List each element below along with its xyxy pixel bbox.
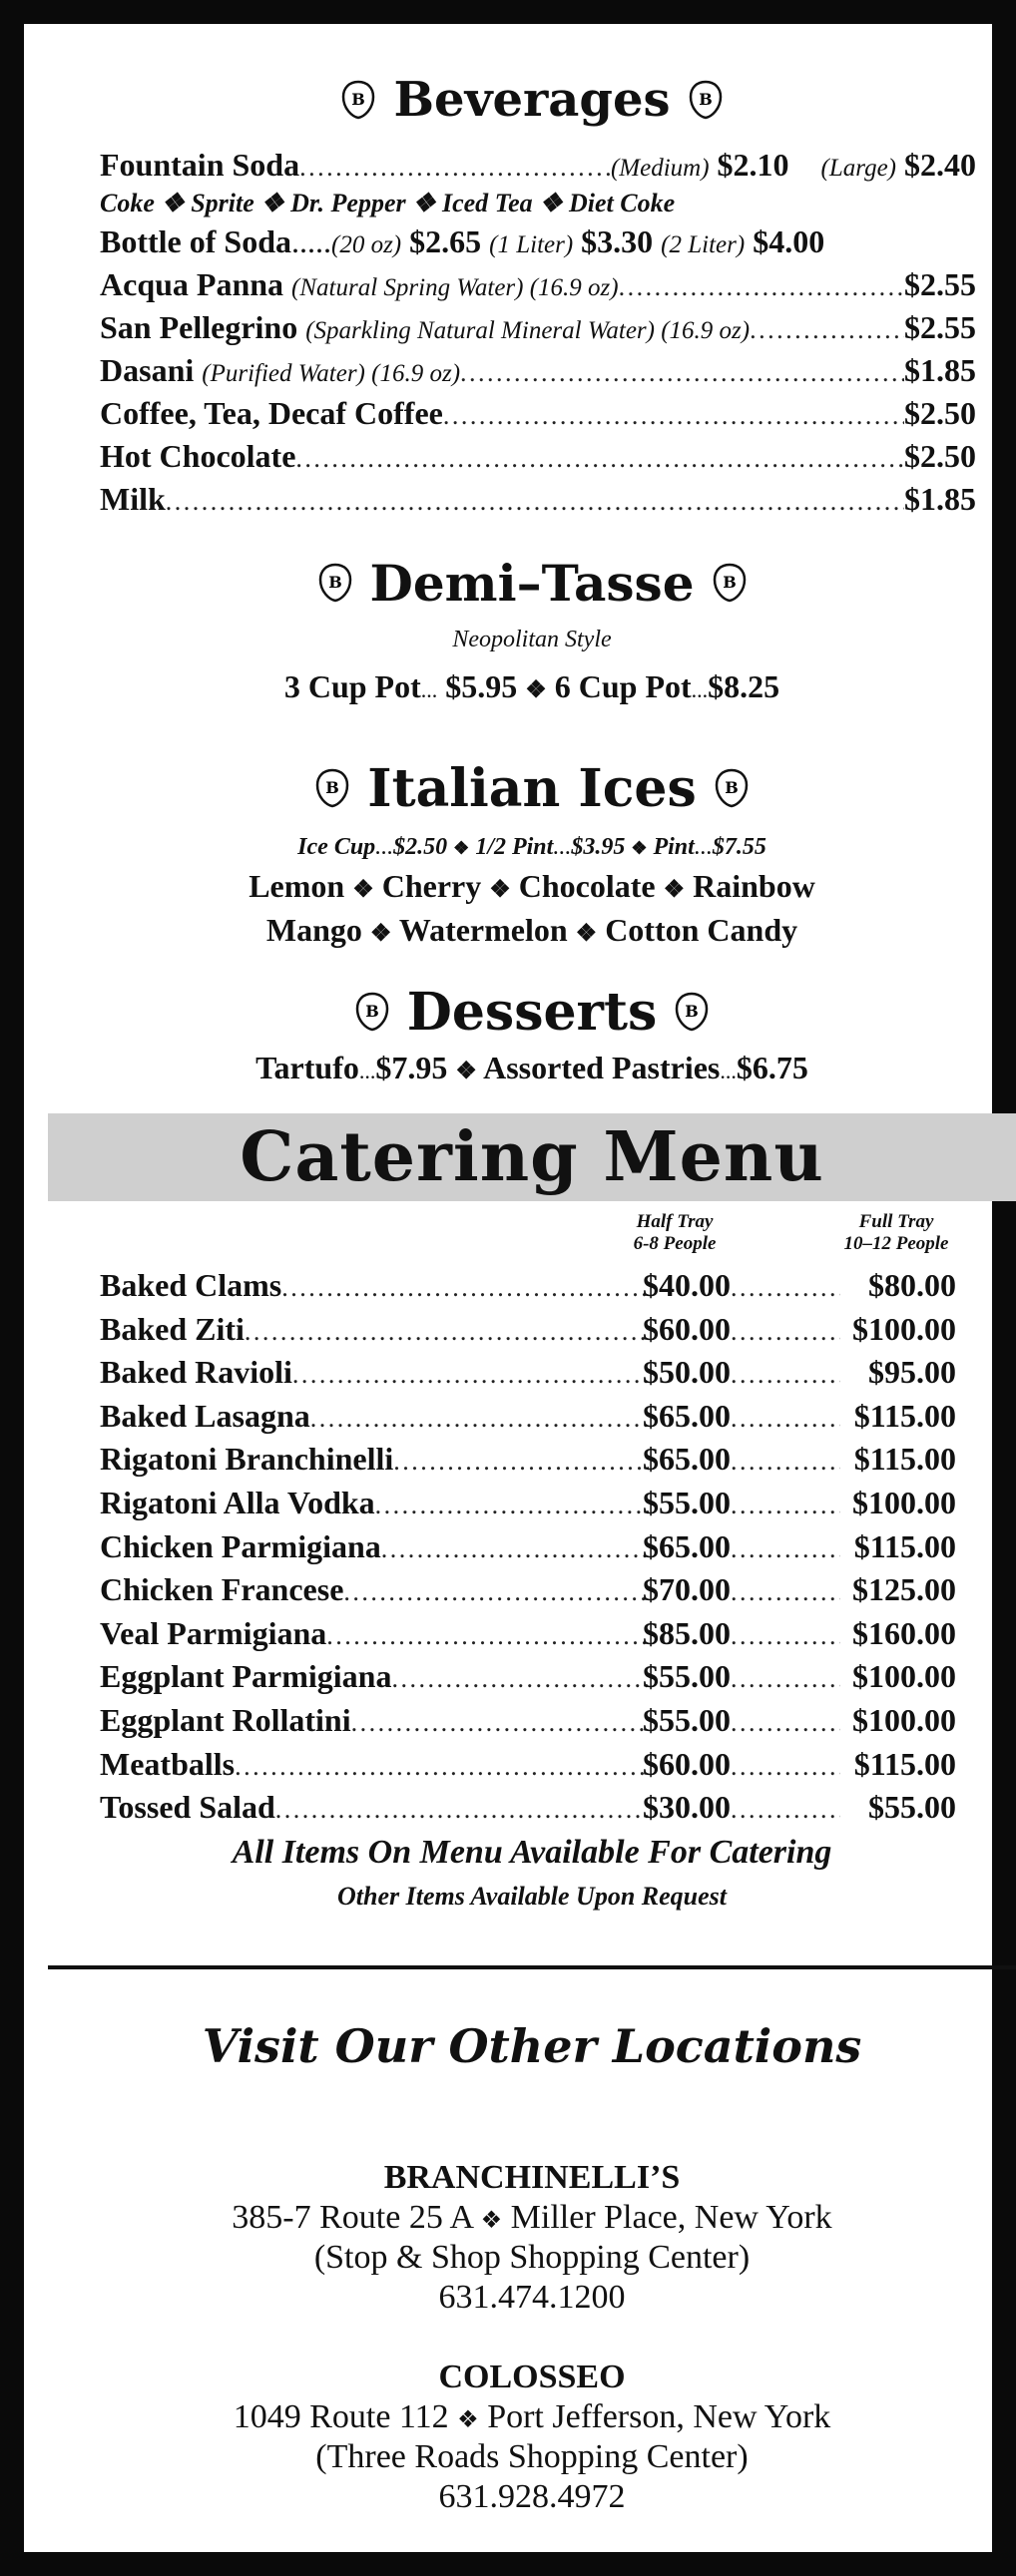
soda-flavors: Coke ❖ Sprite ❖ Dr. Pepper ❖ Iced Tea ❖ Diet Coke [100,189,676,217]
catering-full-price: $115.00 [853,1397,956,1434]
catering-half-price: $50.00 [643,1354,731,1391]
catering-full-price: $115.00 [853,1441,956,1478]
catering-half-price: $65.00 [643,1527,731,1564]
ices-sizes: Ice Cup...$2.50 ❖ 1/2 Pint...$3.95 ❖ Pint...$7.55 [297,834,766,860]
menu-item: Fountain Soda . . . (Medium) $2.10 (Large) $2.40 [48,144,1016,187]
catering-half-price: $55.00 [643,1702,731,1738]
desserts-prices: Tartufo...$7.95 ❖ Assorted Pastries...$6.75 [255,1050,808,1085]
catering-full-price: $100.00 [852,1485,956,1520]
catering-full-price: $55.00 [868,1789,956,1826]
menu-item: Hot Chocolate . . . $2.50 [48,435,1016,478]
catering-item-name: Baked Ravioli [100,1354,292,1391]
catering-row [48,1441,1016,1484]
svg-text:B: B [327,573,342,592]
location-phone[interactable]: 631.928.4972 [438,2478,626,2515]
catering-half-price: $30.00 [643,1789,731,1826]
catering-item-name: Tossed Salad [100,1789,275,1826]
location-center: (Three Roads Shopping Center) [315,2438,749,2475]
catering-full-price: $100.00 [852,1658,956,1695]
location-address: 1049 Route 112 ❖ Port Jefferson, New York [233,2398,831,2435]
catering-row [48,1485,1016,1527]
half-tray-header: Half Tray 6-8 People [633,1211,717,1254]
catering-full-price: $115.00 [853,1745,956,1782]
catering-half-price: $55.00 [643,1658,731,1695]
catering-item-name: Rigatoni Branchinelli [100,1441,394,1478]
menu-item: Milk . . . $1.85 [48,478,1016,521]
svg-text:B: B [724,778,739,797]
catering-half-price: $65.00 [643,1397,731,1434]
catering-row [48,1528,1016,1571]
section-divider [48,1965,1016,1969]
beverages-heading [48,70,1016,130]
location-center: (Stop & Shop Shopping Center) [313,2239,751,2276]
crest-icon [711,562,749,604]
ices-flavors-1: Lemon ❖ Cherry ❖ Chocolate ❖ Rainbow [249,868,815,904]
catering-half-price: $65.00 [643,1441,731,1478]
catering-full-price: $160.00 [852,1614,956,1651]
crest-icon [313,767,351,809]
catering-item-name: Meatballs [100,1745,236,1782]
catering-full-price: $80.00 [868,1267,956,1303]
svg-text:B: B [722,573,737,592]
crest-icon [353,991,391,1033]
catering-row [48,1354,1016,1397]
catering-full-price: $100.00 [852,1310,956,1347]
catering-title: Catering Menu [48,1113,1016,1201]
menu-item: Dasani (Purified Water) (16.9 oz) . . . $1.85 [48,349,1016,392]
menu-item: Bottle of Soda ..... (20 oz) $2.65 (1 Liter) $3.30 (2 Liter) $4.00 [100,223,825,259]
catering-item-name: Baked Clams [100,1267,282,1303]
catering-half-price: $55.00 [643,1485,731,1520]
catering-half-price: $85.00 [643,1614,731,1651]
location-name: COLOSSEO [438,2359,626,2395]
catering-full-price: $100.00 [852,1702,956,1738]
desserts-heading [48,982,1016,1042]
demitasse-prices: 3 Cup Pot... $5.95 ❖ 6 Cup Pot...$8.25 [283,668,780,704]
catering-row [48,1267,1016,1310]
crest-icon [339,79,377,121]
catering-note: All Items On Menu Available For Catering [232,1834,832,1871]
catering-item-name: Chicken Francese [100,1571,344,1608]
crest-icon [673,991,711,1033]
demitasse-subtitle: Neopolitan Style [452,627,612,652]
catering-column-headers [48,1211,1016,1265]
catering-row [48,1311,1016,1354]
catering-row [48,1398,1016,1441]
location-address: 385-7 Route 25 A ❖ Miller Place, New York [232,2199,832,2236]
catering-note-sub: Other Items Available Upon Request [337,1882,727,1911]
location-phone[interactable]: 631.474.1200 [438,2279,626,2316]
catering-item-name: Baked Ziti [100,1310,245,1347]
catering-row [48,1746,1016,1789]
crest-icon [687,79,725,121]
catering-item-name: Baked Lasagna [100,1397,310,1434]
catering-item-name: Rigatoni Alla Vodka [100,1485,375,1520]
catering-item-name: Chicken Parmigiana [100,1527,381,1564]
ices-flavors-2: Mango ❖ Watermelon ❖ Cotton Candy [265,912,798,948]
full-tray-header: Full Tray 10–12 People [843,1211,949,1254]
catering-full-price: $125.00 [852,1571,956,1608]
beverages-title: Beverages [393,72,671,128]
desserts-title: Desserts [406,981,658,1043]
catering-item-name: Veal Parmigiana [100,1614,327,1651]
svg-text:B: B [685,1002,700,1021]
locations-title: Visit Our Other Locations [202,2019,862,2073]
crest-icon [713,767,751,809]
catering-full-price: $115.00 [853,1527,956,1564]
catering-half-price: $70.00 [643,1571,731,1608]
crest-icon [316,562,354,604]
location-name: BRANCHINELLI’S [383,2159,681,2196]
demitasse-heading [48,553,1016,613]
catering-row [48,1789,1016,1832]
menu-item: Coffee, Tea, Decaf Coffee . . . $2.50 [48,392,1016,435]
catering-half-price: $40.00 [643,1267,731,1303]
catering-row [48,1658,1016,1701]
catering-row [48,1615,1016,1658]
catering-item-name: Eggplant Parmigiana [100,1658,392,1695]
catering-half-price: $60.00 [643,1745,731,1782]
catering-row [48,1702,1016,1745]
menu-item: San Pellegrino (Sparkling Natural Mineral Water) (16.9 oz) . . . $2.55 [48,306,1016,349]
ices-title: Italian Ices [367,757,697,819]
demitasse-title: Demi–Tasse [369,553,695,613]
svg-text:B: B [325,778,340,797]
ices-heading [48,758,1016,818]
svg-text:B: B [698,90,713,109]
catering-item-name: Eggplant Rollatini [100,1702,351,1738]
menu-page [48,48,1016,2576]
catering-half-price: $60.00 [643,1310,731,1347]
svg-text:B: B [364,1002,379,1021]
catering-row [48,1571,1016,1614]
catering-full-price: $95.00 [868,1354,956,1391]
svg-text:B: B [351,90,366,109]
menu-item: Acqua Panna (Natural Spring Water) (16.9 oz) . . . $2.55 [48,263,1016,306]
